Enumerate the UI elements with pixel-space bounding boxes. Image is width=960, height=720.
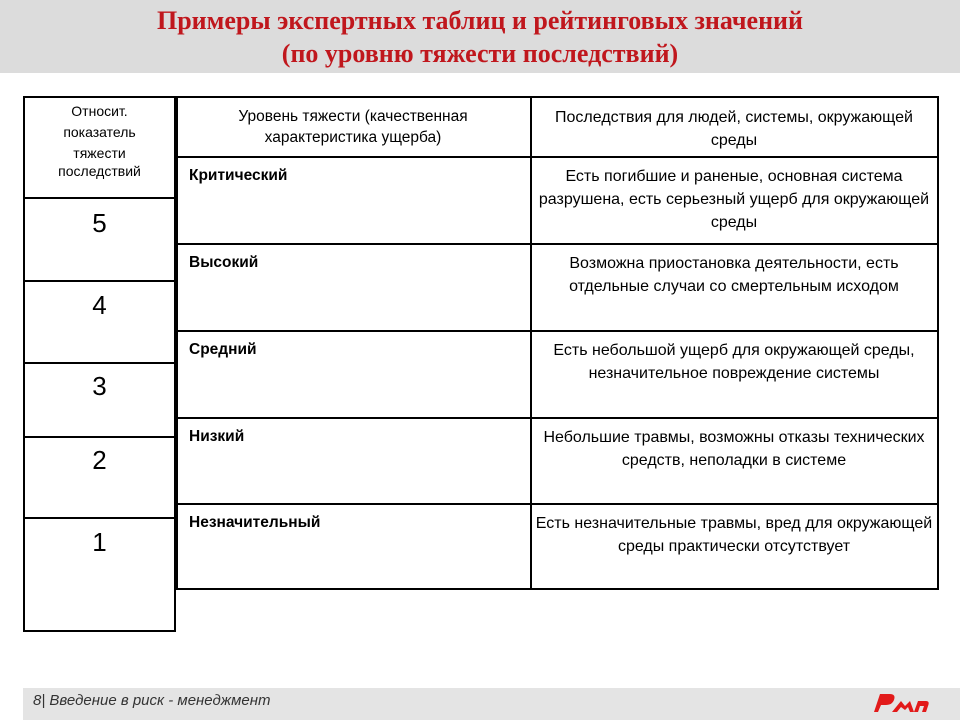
consequences-insignificant: Есть незначительные травмы, вред для окружающей среды практически отсутствует [535, 515, 933, 555]
consequences-column-header: Последствия для людей, системы, окружающей среды [555, 109, 913, 149]
footer-text: 8| Введение в риск - менеджмент [33, 692, 271, 709]
score-3: 3 [92, 371, 107, 401]
divider [25, 517, 174, 519]
consequences-medium: Есть небольшой ущерб для окружающей среды, незначительное повреждение системы [553, 342, 915, 382]
title-bar [0, 0, 960, 73]
level-medium: Средний [189, 341, 257, 358]
level-insignificant: Незначительный [189, 514, 321, 531]
column-divider [530, 98, 532, 588]
consequences-low: Небольшие травмы, возможны отказы технических средств, неполадки в системе [543, 429, 925, 469]
divider [25, 280, 174, 282]
level-critical: Критический [189, 167, 288, 184]
header-line: тяжести [73, 145, 126, 161]
consequences-critical: Есть погибшие и раненые, основная система разрушена, есть серьезный ущерб для окружающей среды [538, 168, 930, 231]
severity-score-table [23, 96, 176, 632]
header-line: последствий [58, 163, 141, 179]
level-high: Высокий [189, 254, 259, 271]
page-title [0, 4, 960, 70]
footer-bar [23, 688, 960, 720]
level-column-header: Уровень тяжести (качественная характеристика ущерба) [238, 108, 468, 146]
score-4: 4 [92, 290, 107, 320]
row-divider [178, 330, 937, 332]
consequences-high: Возможна приостановка деятельности, есть отдельные случаи со смертельным исходом [569, 255, 899, 295]
row-divider [178, 417, 937, 419]
divider [25, 436, 174, 438]
score-1: 1 [92, 527, 107, 557]
score-column-header [25, 98, 174, 199]
rzd-logo-icon [870, 688, 930, 716]
divider [25, 362, 174, 364]
level-low: Низкий [189, 428, 245, 445]
severity-levels-table [176, 96, 939, 590]
score-5: 5 [92, 208, 107, 238]
score-2: 2 [92, 445, 107, 475]
header-line: показатель [63, 124, 136, 140]
header-line: Относит. [71, 103, 128, 119]
row-divider [178, 243, 937, 245]
title-line-2: (по уровню тяжести последствий) [281, 39, 679, 68]
title-line-1: Примеры экспертных таблиц и рейтинговых значений [156, 6, 804, 35]
row-divider [178, 503, 937, 505]
row-divider [178, 156, 937, 158]
